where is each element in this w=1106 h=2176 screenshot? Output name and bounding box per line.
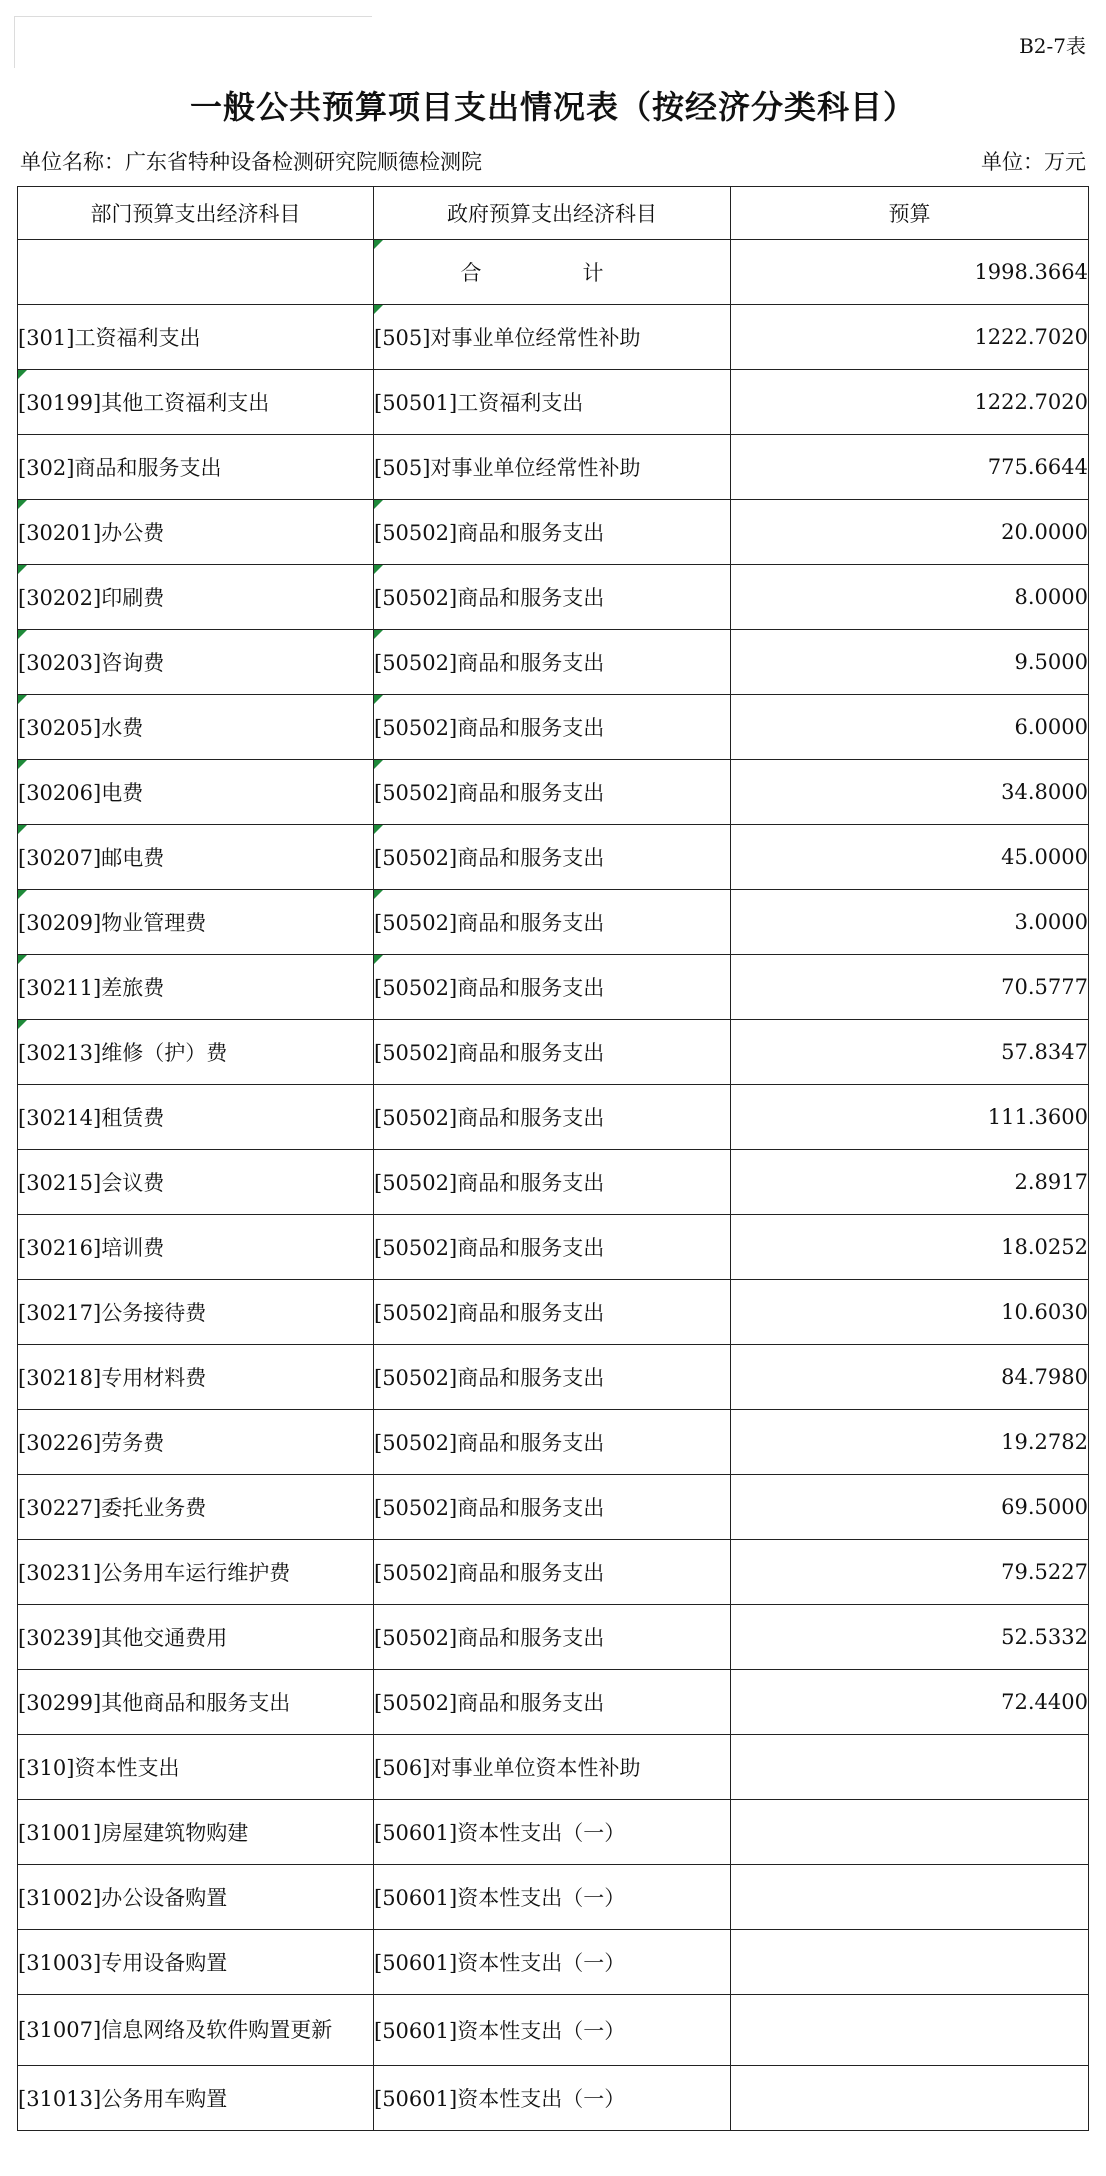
budget-amount: 34.8000 [731, 760, 1089, 825]
dept-subject: [30202]印刷费 [18, 565, 374, 630]
cell-flag-marker [18, 565, 27, 574]
budget-amount: 79.5227 [731, 1540, 1089, 1605]
gov-subject: [50502]商品和服务支出 [374, 1475, 731, 1540]
col-header-dept: 部门预算支出经济科目 [18, 187, 374, 240]
table-row [18, 1605, 1089, 1670]
cell-flag-marker [18, 370, 27, 379]
gov-subject: [50502]商品和服务支出 [374, 1020, 731, 1085]
table-row [18, 565, 1089, 630]
dept-subject: [30205]水费 [18, 695, 374, 760]
budget-amount: 3.0000 [731, 890, 1089, 955]
budget-amount [731, 1800, 1089, 1865]
gov-subject: [50502]商品和服务支出 [374, 1605, 731, 1670]
table-row [18, 695, 1089, 760]
dept-subject: [30299]其他商品和服务支出 [18, 1670, 374, 1735]
table-row [18, 370, 1089, 435]
cell-flag-marker [18, 825, 27, 834]
dept-subject: [31013]公务用车购置 [18, 2066, 374, 2131]
dept-subject: [30213]维修（护）费 [18, 1020, 374, 1085]
table-row [18, 760, 1089, 825]
dept-subject: [30239]其他交通费用 [18, 1605, 374, 1670]
cell-flag-marker [374, 695, 383, 704]
budget-amount: 84.7980 [731, 1345, 1089, 1410]
cell-flag-marker [374, 500, 383, 509]
dept-subject: [30231]公务用车运行维护费 [18, 1540, 374, 1605]
budget-amount [731, 2066, 1089, 2131]
dept-subject: [302]商品和服务支出 [18, 435, 374, 500]
gov-subject: [50502]商品和服务支出 [374, 695, 731, 760]
budget-amount: 8.0000 [731, 565, 1089, 630]
gov-subject: [50502]商品和服务支出 [374, 565, 731, 630]
total-amount: 1998.3664 [731, 240, 1089, 305]
dept-subject: [30215]会议费 [18, 1150, 374, 1215]
gov-subject: [506]对事业单位资本性补助 [374, 1735, 731, 1800]
budget-amount: 69.5000 [731, 1475, 1089, 1540]
dept-subject: [31001]房屋建筑物购建 [18, 1800, 374, 1865]
table-row [18, 1800, 1089, 1865]
budget-amount: 10.6030 [731, 1280, 1089, 1345]
budget-amount: 6.0000 [731, 695, 1089, 760]
table-row [18, 1410, 1089, 1475]
gov-subject: [505]对事业单位经常性补助 [374, 435, 731, 500]
dept-subject: [30217]公务接待费 [18, 1280, 374, 1345]
gov-subject: [50502]商品和服务支出 [374, 500, 731, 565]
page-title: 一般公共预算项目支出情况表（按经济分类科目） [189, 88, 916, 126]
dept-subject: [30227]委托业务费 [18, 1475, 374, 1540]
cell-flag-marker [18, 890, 27, 899]
table-row [18, 1150, 1089, 1215]
table-row [18, 1345, 1089, 1410]
gov-subject: [50502]商品和服务支出 [374, 955, 731, 1020]
org-name: 单位名称：广东省特种设备检测研究院顺德检测院 [20, 150, 482, 174]
table-row [18, 1280, 1089, 1345]
gov-subject: [50601]资本性支出（一） [374, 1930, 731, 1995]
budget-amount: 45.0000 [731, 825, 1089, 890]
gov-subject: [50502]商品和服务支出 [374, 1085, 731, 1150]
cell-flag-marker [374, 240, 383, 249]
table-row [18, 1930, 1089, 1995]
table-code: B2-7表 [1019, 34, 1086, 58]
table-row [18, 825, 1089, 890]
budget-amount [731, 1865, 1089, 1930]
total-dept-cell [18, 240, 374, 305]
budget-amount: 111.3600 [731, 1085, 1089, 1150]
dept-subject: [31003]专用设备购置 [18, 1930, 374, 1995]
dept-subject: [31002]办公设备购置 [18, 1865, 374, 1930]
budget-amount: 70.5777 [731, 955, 1089, 1020]
table-row [18, 1995, 1089, 2066]
cell-flag-marker [18, 955, 27, 964]
gov-subject: [50601]资本性支出（一） [374, 2066, 731, 2131]
header-row [18, 187, 1089, 240]
table-row [18, 1540, 1089, 1605]
org-line [20, 146, 1086, 176]
table-row [18, 1735, 1089, 1800]
gov-subject: [50502]商品和服务支出 [374, 1670, 731, 1735]
dept-subject: [30218]专用材料费 [18, 1345, 374, 1410]
gov-subject: [50502]商品和服务支出 [374, 1215, 731, 1280]
table-row [18, 1215, 1089, 1280]
gov-subject: [50601]资本性支出（一） [374, 1800, 731, 1865]
table-row [18, 305, 1089, 370]
gov-subject: [50502]商品和服务支出 [374, 1150, 731, 1215]
gov-subject: [50501]工资福利支出 [374, 370, 731, 435]
budget-amount: 20.0000 [731, 500, 1089, 565]
gov-subject: [50502]商品和服务支出 [374, 1345, 731, 1410]
gov-subject: [50601]资本性支出（一） [374, 1865, 731, 1930]
budget-amount: 1222.7020 [731, 305, 1089, 370]
dept-subject: [30226]劳务费 [18, 1410, 374, 1475]
budget-amount: 72.4400 [731, 1670, 1089, 1735]
dept-subject: [30216]培训费 [18, 1215, 374, 1280]
dept-subject: [30199]其他工资福利支出 [18, 370, 374, 435]
cell-flag-marker [374, 825, 383, 834]
budget-amount: 1222.7020 [731, 370, 1089, 435]
budget-amount: 9.5000 [731, 630, 1089, 695]
budget-table [17, 186, 1089, 2131]
col-header-gov: 政府预算支出经济科目 [374, 187, 731, 240]
budget-amount: 775.6644 [731, 435, 1089, 500]
gov-subject: [50502]商品和服务支出 [374, 1280, 731, 1345]
table-row [18, 890, 1089, 955]
cell-flag-marker [374, 565, 383, 574]
table-row [18, 955, 1089, 1020]
cell-flag-marker [374, 760, 383, 769]
budget-amount [731, 1735, 1089, 1800]
cell-flag-marker [18, 760, 27, 769]
cell-flag-marker [374, 630, 383, 639]
corner-mark [14, 16, 372, 17]
budget-amount: 57.8347 [731, 1020, 1089, 1085]
budget-amount: 18.0252 [731, 1215, 1089, 1280]
gov-subject: [50502]商品和服务支出 [374, 1410, 731, 1475]
dept-subject: [30209]物业管理费 [18, 890, 374, 955]
gov-subject: [50502]商品和服务支出 [374, 760, 731, 825]
dept-subject: [31007]信息网络及软件购置更新 [18, 1995, 374, 2066]
table-row [18, 500, 1089, 565]
total-row [18, 240, 1089, 305]
total-label: 合 计 [374, 240, 731, 305]
table-row [18, 1475, 1089, 1540]
budget-amount: 2.8917 [731, 1150, 1089, 1215]
cell-flag-marker [374, 955, 383, 964]
cell-flag-marker [374, 890, 383, 899]
cell-flag-marker [374, 305, 383, 314]
cell-flag-marker [18, 630, 27, 639]
dept-subject: [30214]租赁费 [18, 1085, 374, 1150]
cell-flag-marker [18, 695, 27, 704]
table-row [18, 630, 1089, 695]
table-row [18, 435, 1089, 500]
budget-amount [731, 1995, 1089, 2066]
dept-subject: [301]工资福利支出 [18, 305, 374, 370]
dept-subject: [310]资本性支出 [18, 1735, 374, 1800]
corner-mark [14, 16, 15, 68]
table-row [18, 2066, 1089, 2131]
table-row [18, 1865, 1089, 1930]
dept-subject: [30206]电费 [18, 760, 374, 825]
budget-amount: 52.5332 [731, 1605, 1089, 1670]
cell-flag-marker [18, 1020, 27, 1029]
dept-subject: [30203]咨询费 [18, 630, 374, 695]
table-row [18, 1670, 1089, 1735]
gov-subject: [50601]资本性支出（一） [374, 1995, 731, 2066]
gov-subject: [505]对事业单位经常性补助 [374, 305, 731, 370]
dept-subject: [30207]邮电费 [18, 825, 374, 890]
budget-amount: 19.2782 [731, 1410, 1089, 1475]
gov-subject: [50502]商品和服务支出 [374, 630, 731, 695]
table-row [18, 1020, 1089, 1085]
dept-subject: [30201]办公费 [18, 500, 374, 565]
dept-subject: [30211]差旅费 [18, 955, 374, 1020]
table-row [18, 1085, 1089, 1150]
budget-amount [731, 1930, 1089, 1995]
col-header-budget: 预算 [731, 187, 1089, 240]
cell-flag-marker [18, 500, 27, 509]
gov-subject: [50502]商品和服务支出 [374, 1540, 731, 1605]
unit-label: 单位：万元 [981, 150, 1086, 174]
gov-subject: [50502]商品和服务支出 [374, 890, 731, 955]
gov-subject: [50502]商品和服务支出 [374, 825, 731, 890]
